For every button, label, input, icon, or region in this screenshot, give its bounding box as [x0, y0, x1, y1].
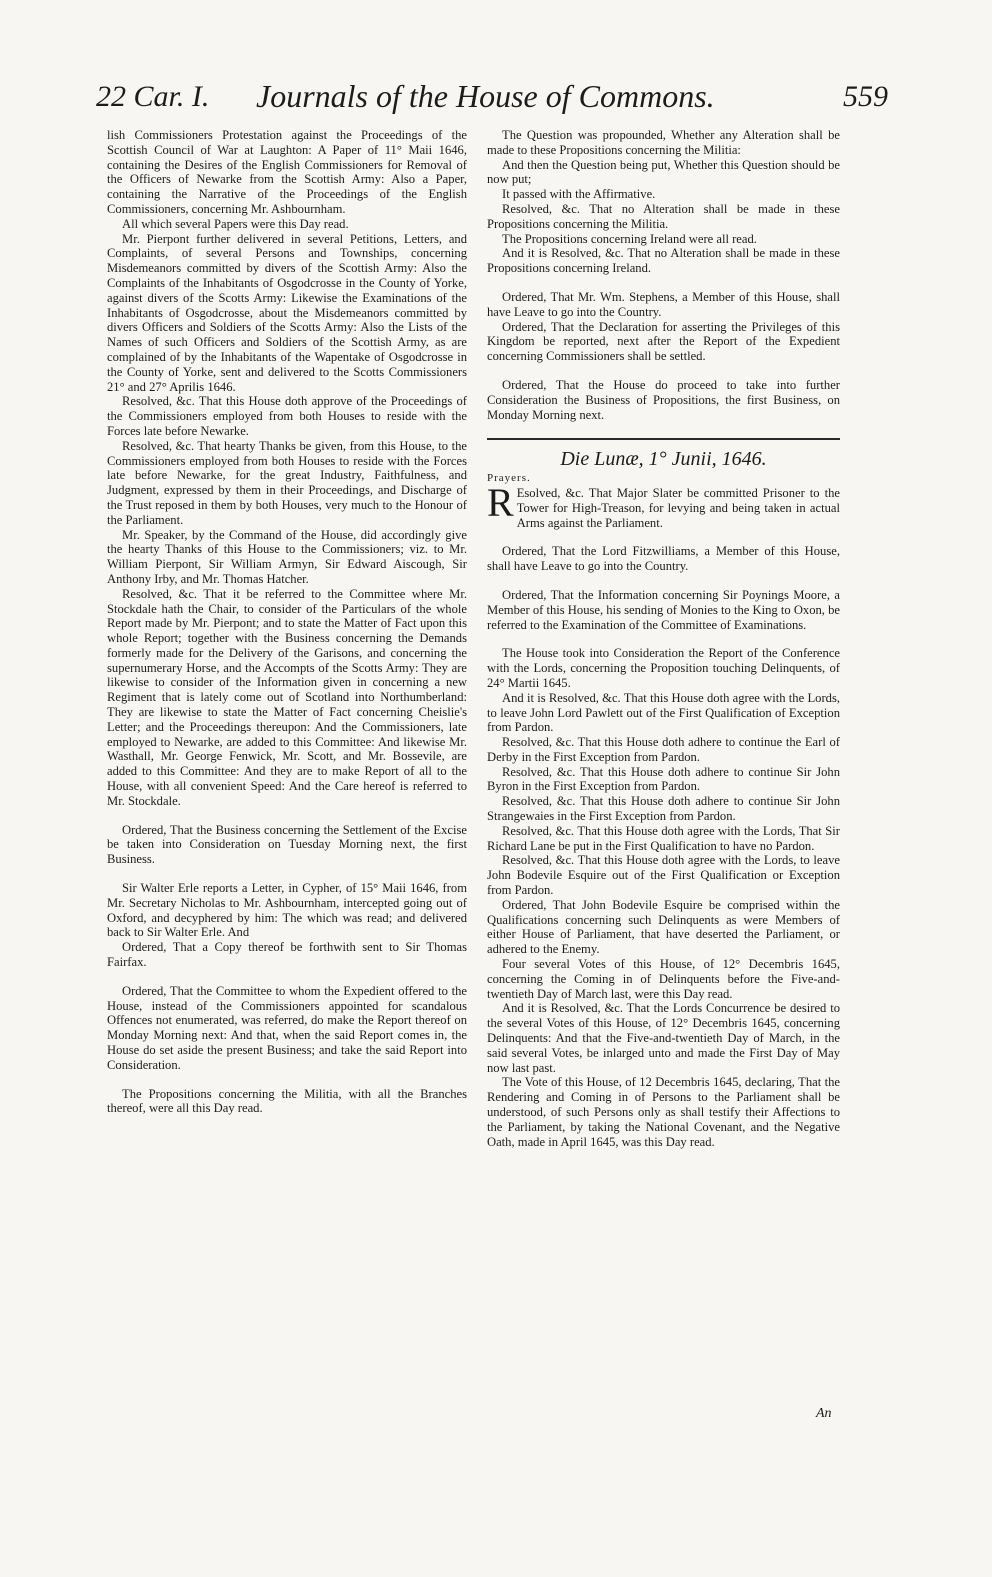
prayers-label: Prayers. [487, 472, 531, 485]
paragraph: Resolved, &c. That hearty Thanks be given, from this House, to the Commissioners employed from both Houses to reside with the Forces late before Newarke, for the great Industry, Faithfulness, and Judgment, expressed by them in their Proceedings, and Discharge of the Trust reposed in them by both Houses, very much to the Honour of the Parliament. [107, 438, 467, 527]
paragraph: Ordered, That the Declaration for asserting the Privileges of this Kingdom be reported, next after the Report of the Expedient concerning Commissioners shall be settled. [487, 319, 840, 364]
paragraph: Sir Walter Erle reports a Letter, in Cypher, of 15° Maii 1646, from Mr. Secretary Nicholas to Mr. Ashbournham, intercepted going out of Oxford, and decyphered by him: The which was read; and delivered back to Sir Walter Erle. And [107, 881, 467, 940]
paragraph: Mr. Pierpont further delivered in several Petitions, Letters, and Complaints, of several Persons and Townships, concerning Misdemeanors committed by divers of the Scottish Army: Also the Complaints of the Inhabitants of Osgodcrosse in the County of Yorke, against divers of the Scotts Army: Likewise the Examinations of the Inhabitants of Osgodcrosse, about the Misdemeanors committed by divers Officers and Soldiers of the Scotts Army: Also the Lists of the Names of such Officers and Soldiers of the Scottish Army, as are complained of by the Inhabitants of the Wapentake of Osgodcrosse in the County of Yorke, sent and delivered to the Scotts Commissioners 21° and 27° Aprilis 1646. [107, 231, 467, 394]
paragraph: Ordered, That Mr. Wm. Stephens, a Member of this House, shall have Leave to go into the Country. [487, 289, 840, 319]
left-column [107, 128, 467, 1116]
catchword: An [816, 1406, 832, 1421]
paragraph: The Propositions concerning Ireland were all read. [502, 231, 757, 246]
paragraph: The Question was propounded, Whether any Alteration shall be made to these Propositions concerning the Militia: [487, 128, 840, 157]
paragraph: Ordered, That a Copy thereof be forthwith sent to Sir Thomas Fairfax. [107, 940, 467, 970]
paragraph [487, 479, 840, 530]
paragraph-text: Esolved, &c. That Major Slater be committed Prisoner to the Tower for High-Treason, for levying and being taken in actual Arms against the Parliament. [516, 485, 840, 530]
page-header [96, 80, 888, 124]
paragraph: Four several Votes of this House, of 12° Decembris 1645, concerning the Coming in of Delinquents before the Five-and-twentieth Day of March last, were this Day read. [487, 957, 840, 1001]
paragraph: Resolved, &c. That this House doth adhere to continue the Earl of Derby in the First Exception from Pardon. [487, 735, 840, 764]
paragraph: It passed with the Affirmative. [502, 187, 656, 202]
paragraph: Resolved, &c. That this House doth approve of the Proceedings of the Commissioners employed from both Houses to reside with the Forces late before Newarke. [107, 394, 467, 438]
drop-cap: R [487, 479, 514, 525]
running-title: Journals of the House of Commons. [256, 78, 715, 114]
paragraph: Ordered, That the Committee to whom the Expedient offered to the House, instead of the Commissioners appointed for scandalous Offences not enumerated, was referred, do make the Report thereof on Monday Morning next: And that, when the said Report comes in, the House do set aside the present Business; and take the said Report into Consideration. [107, 983, 467, 1072]
paragraph: The Propositions concerning the Militia, with all the Branches thereof, were all this Day read. [107, 1086, 467, 1116]
paragraph: All which several Papers were this Day read. [122, 216, 349, 231]
paragraph: Resolved, &c. That this House doth agree with the Lords, That Sir Richard Lane be put in the First Qualification to have no Pardon. [487, 823, 840, 853]
paragraph: Resolved, &c. That this House doth agree with the Lords, to leave John Bodevile Esquire out of the First Qualification or Exception from Pardon. [487, 853, 840, 898]
paragraph: Resolved, &c. That this House doth adhere to continue Sir John Strangewaies in the First Exception from Pardon. [487, 794, 840, 824]
paragraph: The Vote of this House, of 12 Decembris 1645, declaring, That the Rendering and Coming in of Persons to the Parliament shall be understood, of such Persons only as shall testify their Affections to the Parliament, by taking the National Covenant, and the Negative Oath, made in April 1645, was this Day read. [487, 1075, 840, 1149]
day-heading: Die Lunæ, 1° Junii, 1646. [560, 448, 767, 471]
paragraph: Ordered, That the Lord Fitzwilliams, a Member of this House, shall have Leave to go into the Country. [487, 544, 840, 574]
paragraph: The House took into Consideration the Report of the Conference with the Lords, concerning the Proposition touching Delinquents, of 24° Martii 1645. [487, 646, 840, 690]
paragraph: Resolved, &c. That it be referred to the Committee where Mr. Stockdale hath the Chair, to consider of the Particulars of the whole Report made by Mr. Pierpont; and to state the Matter of Fact upon this whole Report; together with the Business concerning the Demands formerly made for the Delivery of the Garisons, and concerning the supernumerary Horse, and the Accompts of the Scotts Army: They are likewise to consider of the Information given in concerning a new Regiment that is lately come out of Scotland into Northumberland: They are likewise to state the Matter of Fact concerning Cheislie's Letter; and the Proceedings thereupon: And the Commissioners, late employed to Newarke, are added to this Committee: And likewise Mr. Wasthall, Mr. George Fenwick, Mr. Scott, and Mr. Bossevile, are added to this Committee: And they are to make Report of all to the House, with all convenient Speed: And the Care hereof is referred to Mr. Stockdale. [107, 586, 467, 808]
right-column [487, 128, 840, 1149]
page-number: 559 [843, 80, 888, 113]
paragraph: Ordered, That the Business concerning the Settlement of the Excise be taken into Consideration on Tuesday Morning next, the first Business. [107, 822, 467, 867]
paragraph: Resolved, &c. That this House doth adhere to continue Sir John Byron in the First Exception from Pardon. [487, 764, 840, 794]
regnal-year: 22 Car. I. [96, 80, 210, 113]
paragraph: And it is Resolved, &c. That no Alteration shall be made in these Propositions concerning Ireland. [487, 246, 840, 276]
section-rule [487, 438, 840, 440]
paragraph: And it is Resolved, &c. That this House doth agree with the Lords, to leave John Lord Pawlett out of the First Qualification of Exception from Pardon. [487, 690, 840, 735]
paragraph: And then the Question being put, Whether this Question should be now put; [487, 157, 840, 187]
paragraph: And it is Resolved, &c. That the Lords Concurrence be desired to the several Votes of this House, of 12° Decembris 1645, concerning Delinquents: And that the Five-and-twentieth Day of March, in the said several Votes, be inlarged unto and made the First Day of May now last past. [487, 1001, 840, 1075]
paragraph: Ordered, That the Information concerning Sir Poynings Moore, a Member of this House, his sending of Monies to the King to Oxon, be referred to the Examination of the Committee of Examinations. [487, 587, 840, 632]
paragraph: Ordered, That the House do proceed to take into further Consideration the Business of Propositions, the first Business, on Monday Morning next. [487, 377, 840, 422]
paragraph: lish Commissioners Protestation against the Proceedings of the Scottish Council of War at Laughton: A Paper of 11° Maii 1646, containing the Desires of the English Commissioners for Removal of the Officers of Newarke from the Scottish Army: Also a Paper, containing the Narrative of the Proceedings of the English Commissioners, concerning Mr. Ashbournham. [107, 128, 467, 216]
paragraph: Mr. Speaker, by the Command of the House, did accordingly give the hearty Thanks of this House to the Commissioners; viz. to Mr. William Pierpont, Sir William Armyn, Sir Edward Aiscough, Sir Anthony Irby, and Mr. Thomas Hatcher. [107, 527, 467, 586]
paragraph: Ordered, That John Bodevile Esquire be comprised within the Qualifications concerning such Delinquents as were Members of either House of Parliament, that have deserted the Parliament, or adhered to the Enemy. [487, 897, 840, 957]
paragraph: Resolved, &c. That no Alteration shall be made in these Propositions concerning the Militia. [487, 201, 840, 231]
